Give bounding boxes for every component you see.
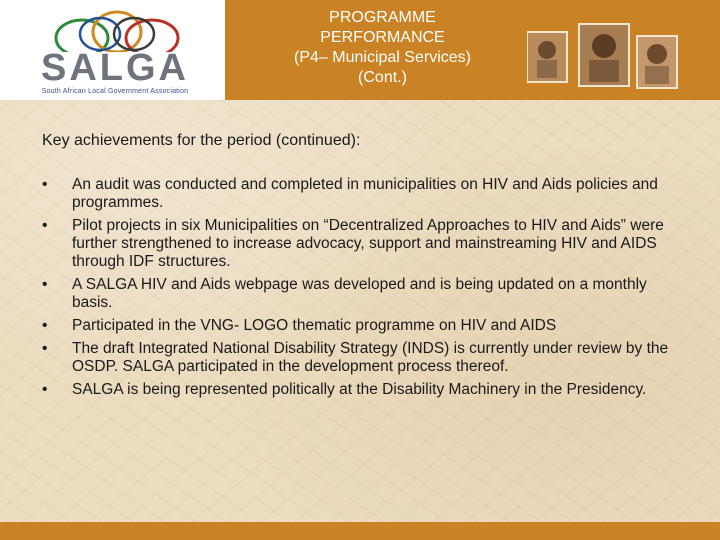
- section-heading: Key achievements for the period (continued):: [42, 132, 361, 149]
- list-item: [42, 276, 682, 312]
- bullet-icon: •: [42, 217, 48, 234]
- bullet-icon: •: [42, 276, 48, 293]
- logo-panel: [0, 0, 225, 100]
- page-title: [255, 8, 510, 88]
- list-item-text: Participated in the VNG- LOGO thematic programme on HIV and AIDS: [72, 317, 557, 334]
- logo-tagline: South African Local Government Association: [41, 88, 189, 95]
- list-item-text: Pilot projects in six Municipalities on “Decentralized Approaches to HIV and Aids” were further strengthened to increase advocacy, support and mainstreaming HIV and AIDS through IDF structures.: [72, 217, 664, 270]
- list-item-text: SALGA is being represented politically at the Disability Machinery in the Presidency.: [72, 381, 647, 398]
- bullet-icon: •: [42, 340, 48, 357]
- list-item: [42, 381, 682, 399]
- content-area: [42, 130, 682, 404]
- list-item-text: A SALGA HIV and Aids webpage was developed and is being updated on a monthly basis.: [72, 276, 647, 311]
- achievements-list: [42, 176, 682, 399]
- list-item: [42, 176, 682, 212]
- list-item: [42, 340, 682, 376]
- photo-collage-icon: [527, 22, 679, 94]
- bullet-icon: •: [42, 317, 48, 334]
- bullet-icon: •: [42, 176, 48, 193]
- bullet-icon: •: [42, 381, 48, 398]
- list-item: [42, 217, 682, 271]
- title-line: (P4– Municipal Services): [294, 49, 471, 66]
- list-item: [42, 317, 682, 335]
- list-item-text: The draft Integrated National Disability Strategy (INDS) is currently under review by the OSDP. SALGA participated in the development process thereof.: [72, 340, 669, 375]
- title-line: PERFORMANCE: [320, 29, 445, 46]
- logo-wordmark: SALGA: [41, 47, 189, 89]
- salga-logo-icon: [22, 8, 212, 52]
- list-item-text: An audit was conducted and completed in municipalities on HIV and Aids policies and programmes.: [72, 176, 658, 211]
- title-line: PROGRAMME: [329, 9, 436, 26]
- title-line: (Cont.): [358, 69, 407, 86]
- footer-band: [0, 522, 720, 540]
